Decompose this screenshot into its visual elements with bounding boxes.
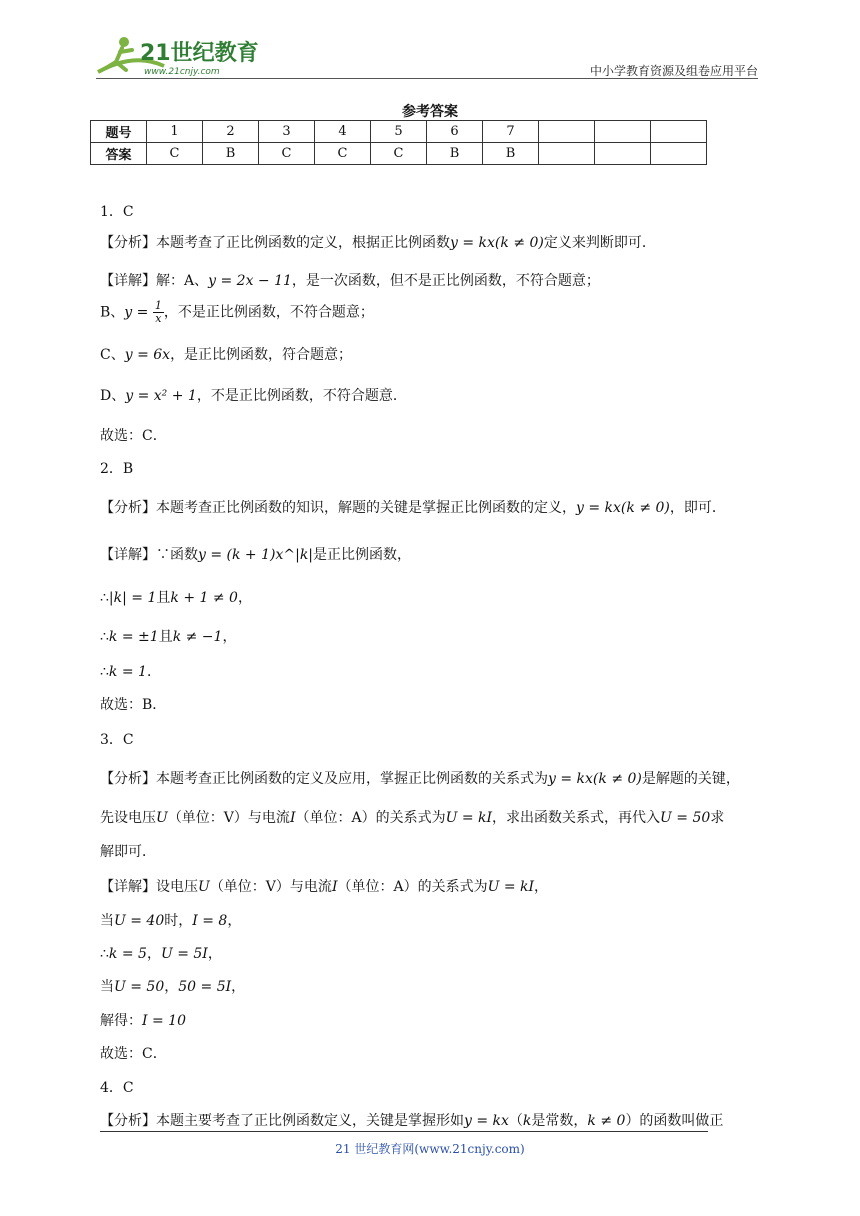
text-span: 定义来判断即可． [543, 235, 656, 251]
math-span: U = kI [487, 879, 535, 895]
step-line [100, 661, 161, 681]
text-span: 是正比例函数， [313, 547, 412, 563]
choice-line: 故选：B． [100, 697, 167, 713]
option-c-line [100, 344, 352, 364]
math-span: 50 = 5I [178, 979, 232, 995]
table-cell: 7 [483, 121, 539, 143]
step-line [100, 943, 222, 963]
table-cell: B [203, 143, 259, 165]
table-cell: 6 [427, 121, 483, 143]
step-line [100, 976, 245, 996]
table-row-numbers [91, 121, 707, 143]
fraction-denominator: x [155, 312, 162, 325]
analysis-line [100, 1110, 723, 1130]
table-cell: 2 [203, 121, 259, 143]
step-line [100, 626, 236, 646]
text-span: B、 [100, 304, 125, 321]
option-b-line [100, 300, 374, 325]
math-span: k [522, 1113, 532, 1129]
text-span: 时， [164, 913, 193, 929]
math-span: y = (k + 1)x^|k| [198, 547, 314, 563]
choice-line: 故选：C． [100, 428, 167, 444]
math-span: I [331, 879, 338, 895]
table-cell: B [427, 143, 483, 165]
text-span: ， [222, 629, 237, 645]
question-heading: 1．C [100, 204, 134, 220]
table-cell: 3 [259, 121, 315, 143]
table-cell: C [259, 143, 315, 165]
text-span: 【详解】解：A、 [100, 273, 209, 289]
footer-text: 21 世纪教育网(www.21cnjy.com) [335, 1142, 525, 1156]
footer-divider [100, 1131, 708, 1132]
math-span: U [156, 810, 168, 826]
text-span: ，求出函数关系式，再代入 [492, 810, 661, 826]
text-span: ，不是正比例函数，不符合题意； [163, 304, 374, 321]
step-line [100, 1010, 186, 1030]
text-span: 且 [156, 590, 171, 606]
math-span: |k| = 1 [108, 590, 157, 606]
text-span: 【分析】本题考查正比例函数的定义及应用，掌握正比例函数的关系式为 [100, 771, 548, 787]
step-line [100, 910, 241, 930]
answer-table [90, 120, 707, 165]
math-span: k + 1 ≠ 0 [170, 590, 238, 606]
table-cell [651, 121, 707, 143]
choice-line: 故选：C． [100, 1046, 167, 1062]
text-span: C、 [100, 347, 125, 363]
row-label-number: 题号 [91, 121, 147, 143]
text-span: ， [237, 590, 252, 606]
text-span: 【分析】本题主要考查了正比例函数定义，关键是掌握形如 [100, 1113, 464, 1129]
math-span: y = kx(k ≠ 0) [450, 235, 544, 251]
text-span: （单位：A）的关系式为 [295, 810, 446, 826]
math-span: k = ±1 [108, 629, 159, 645]
math-span: y = x² + 1 [125, 388, 197, 404]
page-title: 参考答案 [402, 104, 458, 120]
table-cell: 5 [371, 121, 427, 143]
analysis-line [100, 768, 740, 788]
text-span: ，是正比例函数，符合题意； [170, 347, 353, 363]
text-span: ，不是正比例函数，不符合题意． [196, 388, 407, 404]
math-span: I = 10 [142, 1013, 186, 1029]
text-span: ， [227, 913, 242, 929]
math-span: k ≠ 0 [587, 1113, 626, 1129]
text-span: ∴ [100, 590, 109, 606]
math-span: I [289, 810, 296, 826]
math-span: U = kI [445, 810, 493, 826]
text-span: ． [146, 664, 161, 680]
question-heading: 2．B [100, 461, 134, 477]
option-d-line [100, 385, 407, 405]
math-span: k = 1 [108, 664, 147, 680]
table-cell: C [371, 143, 427, 165]
text-span: ，是一次函数，但不是正比例函数，不符合题意； [291, 273, 600, 289]
logo-url: www.21cnjy.com [144, 67, 220, 77]
step-line [100, 587, 252, 607]
analysis-line [100, 807, 724, 827]
text-span: ∴ [100, 664, 109, 680]
row-label-answer: 答案 [91, 143, 147, 165]
header-platform-text: 中小学教育资源及组卷应用平台 [589, 64, 758, 78]
math-span: y = [124, 304, 149, 321]
analysis-line [100, 232, 656, 252]
text-span: ，即可． [669, 500, 726, 516]
text-span: ， [231, 979, 246, 995]
detail-line [100, 544, 411, 564]
table-cell [539, 143, 595, 165]
text-span: 【分析】本题考查正比例函数的知识，解题的关键是掌握正比例函数的定义， [100, 500, 576, 516]
text-span: ）的函数叫做正 [625, 1113, 724, 1129]
text-span: 【详解】设电压 [100, 879, 198, 895]
analysis-line [100, 497, 726, 517]
text-span: 求 [710, 810, 725, 826]
question-heading: 4．C [100, 1080, 134, 1096]
header-divider [96, 78, 758, 79]
text-span: ∴ [100, 946, 109, 962]
math-span: y = 2x − 11 [208, 273, 292, 289]
fraction-numerator: 1 [154, 299, 162, 312]
text-span: ∴ [100, 629, 109, 645]
text-span: ， [146, 946, 161, 962]
table-cell: C [315, 143, 371, 165]
text-span: （单位：A）的关系式为 [337, 879, 488, 895]
text-span: ， [164, 979, 179, 995]
math-span: y = kx(k ≠ 0) [576, 500, 670, 516]
text-span: 是解题的关键， [641, 771, 740, 787]
text-span: 当 [100, 979, 114, 995]
detail-line [100, 270, 600, 290]
table-cell: B [483, 143, 539, 165]
table-cell [539, 121, 595, 143]
analysis-line: 解即可． [100, 844, 156, 860]
math-span: U = 50 [114, 979, 165, 995]
table-cell [595, 143, 651, 165]
text-span: 【详解】∵函数 [100, 547, 198, 563]
text-span: 且 [158, 629, 173, 645]
math-span: U = 5I [160, 946, 208, 962]
math-span: y = 6x [124, 347, 171, 363]
fraction [153, 300, 164, 325]
detail-line [100, 876, 548, 896]
text-span: （单位：V）与电流 [167, 810, 290, 826]
page-header [94, 32, 758, 80]
text-span: 当 [100, 913, 114, 929]
text-span: 是常数， [531, 1113, 588, 1129]
math-span: U = 40 [114, 913, 165, 929]
text-span: ， [207, 946, 222, 962]
math-span: k ≠ −1 [172, 629, 223, 645]
text-span: ， [534, 879, 549, 895]
text-span: （单位：V）与电流 [209, 879, 332, 895]
text-span: 解得： [100, 1013, 142, 1029]
question-heading: 3．C [100, 732, 134, 748]
table-cell [595, 121, 651, 143]
table-row-answers [91, 143, 707, 165]
table-cell: 4 [315, 121, 371, 143]
math-span: k = 5 [108, 946, 147, 962]
math-span: y = kx [464, 1113, 509, 1129]
math-span: y = kx(k ≠ 0) [548, 771, 642, 787]
text-span: D、 [100, 388, 126, 404]
logo-text: 21世纪教育 [140, 41, 259, 66]
math-span: U = 50 [660, 810, 711, 826]
math-span: U [198, 879, 210, 895]
text-span: 先设电压 [100, 810, 156, 826]
text-span: 【分析】本题考查了正比例函数的定义，根据正比例函数 [100, 235, 450, 251]
table-cell: 1 [147, 121, 203, 143]
text-span: （ [508, 1113, 523, 1129]
table-cell: C [147, 143, 203, 165]
logo-21cnjy [94, 32, 264, 80]
table-cell [651, 143, 707, 165]
math-span: I = 8 [192, 913, 228, 929]
